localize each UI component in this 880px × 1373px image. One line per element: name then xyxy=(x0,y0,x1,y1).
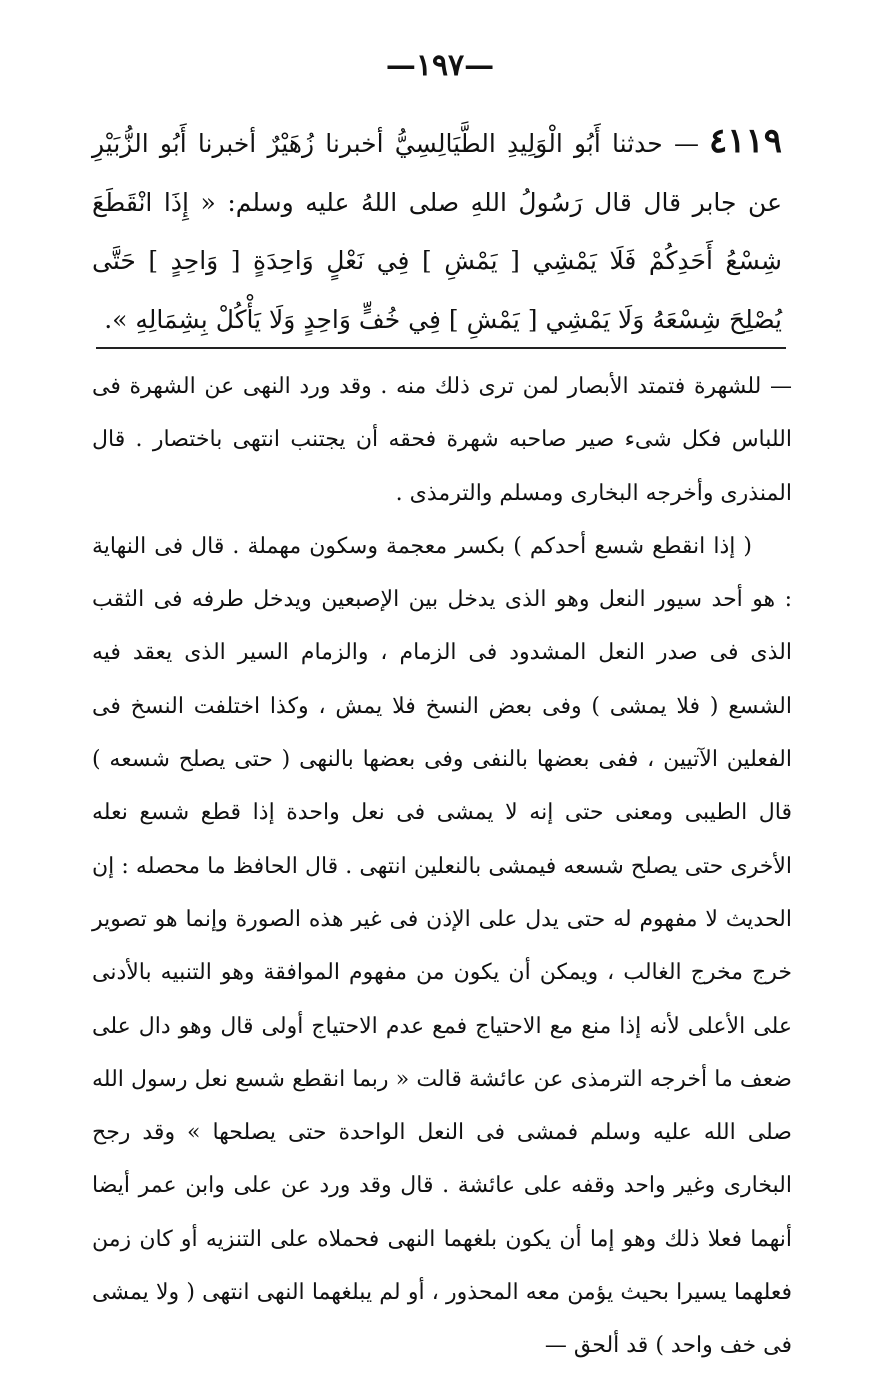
page-number: —١٩٧— xyxy=(385,48,495,83)
hadith-text: — حدثنا أَبُو الْوَلِيدِ الطَّيَالِسِيُّ أخبرنا زُهَيْرٌ أخبرنا أَبُو الزُّبَيْرِ عن جابر قال قال رَسُولُ اللهِ صلى اللهُ عليه وسلم: « إِذَا انْقَطَعَ شِسْعُ أَحَدِكُمْ فَلَا يَمْشِي [ يَمْشِ ] فِي نَعْلٍ وَاحِدَةٍ [ وَاحِدٍ ] حَتَّى يُصْلِحَ شِسْعَهُ وَلَا يَمْشِي [ يَمْشِ ] فِي خُفٍّ وَاحِدٍ وَلَا يَأْكُلْ بِشِمَالِهِ ». xyxy=(92,129,782,334)
hadith-text-block xyxy=(92,112,782,349)
commentary-paragraph: ( إذا انقطع شسع أحدكم ) بكسر معجمة وسكون مهملة . قال فى النهاية : هو أحد سيور النعل وهو الذى يدخل بين الإصبعين ويدخل طرفه فى الثقب الذى فى صدر النعل المشدود فى الزمام ، والزمام السير الذى يعقد فيه الشسع ( فلا يمشى ) وفى بعض النسخ فلا يمش ، وكذا اختلفت النسخ فى الفعلين الآتيين ، ففى بعضها بالنفى وفى بعضها بالنهى ( حتى يصلح شسعه ) قال الطيبى ومعنى حتى إنه لا يمشى فى نعل واحدة إذا قطع شسع نعله الأخرى حتى يصلح شسعه فيمشى بالنعلين انتهى . قال الحافظ ما محصله : إن الحديث لا مفهوم له حتى يدل على الإذن فى غير هذه الصورة وإنما هو تصوير خرج مخرج الغالب ، ويمكن أن يكون من مفهوم الموافقة وهو التنبيه بالأدنى على الأعلى لأنه إذا منع مع الاحتياج فمع عدم الاحتياج أولى قال وهو دال على ضعف ما أخرجه الترمذى عن عائشة قالت « ربما انقطع شسع نعل رسول الله صلى الله عليه وسلم فمشى فى النعل الواحدة حتى يصلحها » وقد رجح البخارى وغير واحد وقفه على عائشة . قال وقد ورد عن على وابن عمر أيضا أنهما فعلا ذلك وهو إما أن يكون بلغهما النهى فحملاه على التنزيه أو كان زمن فعلهما يسيرا بحيث يؤمن معه المحذور ، أو لم يبلغهما النهى انتهى ( ولا يمشى فى خف واحد ) قد ألحق — xyxy=(92,533,792,1359)
footnote-divider xyxy=(96,347,786,349)
commentary-block xyxy=(92,360,792,1373)
commentary-paragraph: — للشهرة فتمتد الأبصار لمن ترى ذلك منه . وقد ورد النهى عن الشهرة فى اللباس فكل شىء صير صاحبه شهرة فحقه أن يجتنب انتهى باختصار . قال المنذرى وأخرجه البخارى ومسلم والترمذى . xyxy=(92,374,792,506)
hadith-number: ٤١١٩ xyxy=(708,121,782,161)
